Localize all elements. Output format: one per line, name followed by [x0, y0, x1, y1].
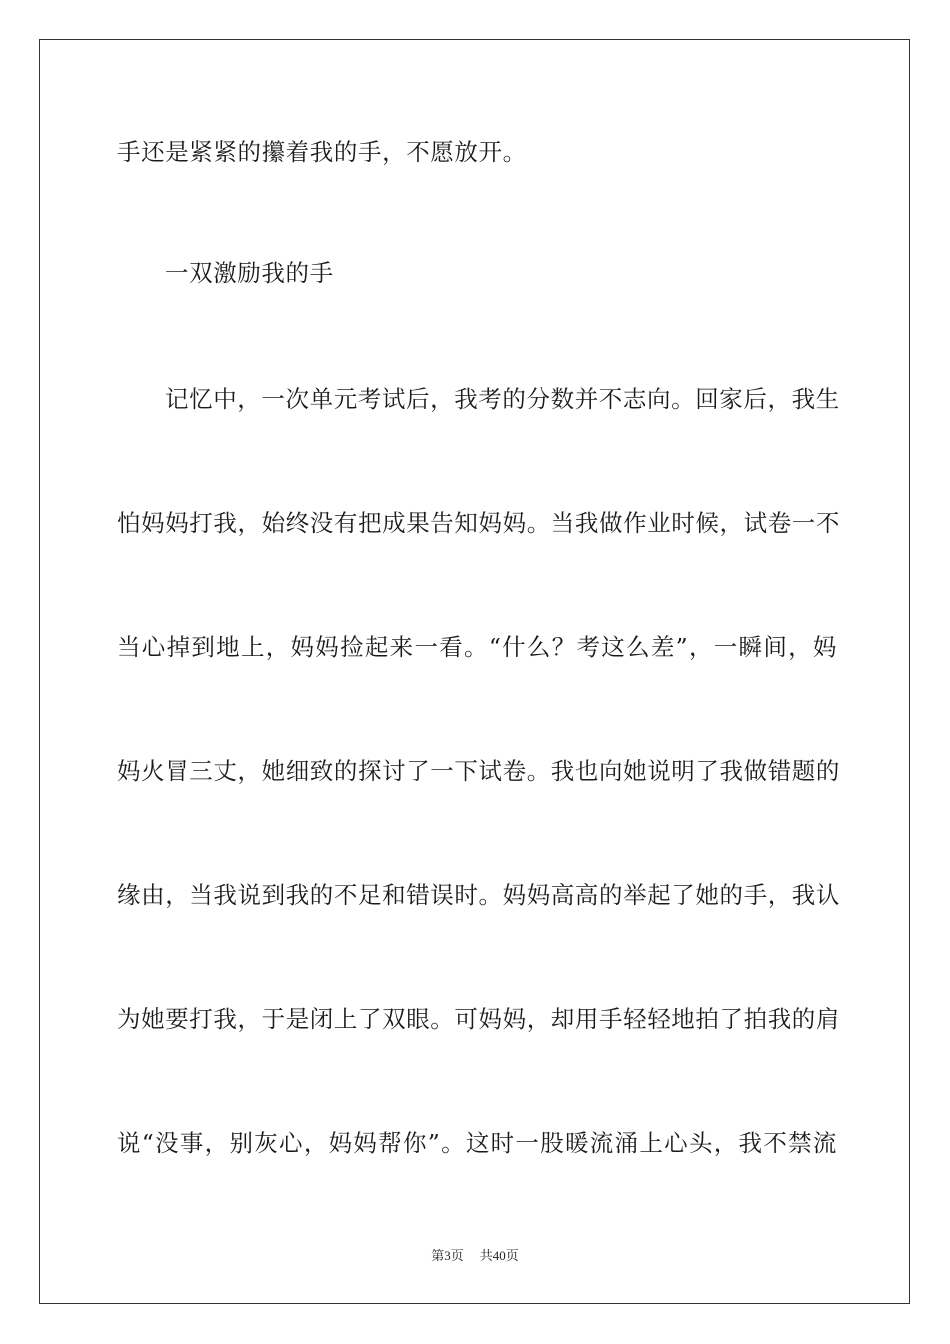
- page-footer: [0, 1248, 950, 1264]
- paragraph-line: 妈火冒三丈，她细致的探讨了一下试卷。我也向她说明了我做错题的: [117, 757, 840, 785]
- paragraph-line: 当心掉到地上，妈妈捡起来一看。“什么？考这么差”，一瞬间，妈: [117, 633, 837, 661]
- paragraph-line: 说“没事，别灰心，妈妈帮你”。这时一股暖流涌上心头，我不禁流: [117, 1129, 837, 1157]
- paragraph-line: 缘由，当我说到我的不足和错误时。妈妈高高的举起了她的手，我认: [117, 881, 840, 909]
- paragraph-line: 记忆中，一次单元考试后，我考的分数并不志向。回家后，我生: [165, 385, 840, 413]
- text-line-continuation: 手还是紧紧的攥着我的手，不愿放开。: [117, 138, 527, 166]
- paragraph-line: 为她要打我，于是闭上了双眼。可妈妈，却用手轻轻地拍了拍我的肩: [117, 1005, 840, 1033]
- page-border: [39, 39, 910, 1304]
- section-heading: 一双激励我的手: [165, 259, 334, 287]
- page-number: 第3页: [431, 1248, 464, 1263]
- paragraph-line: 怕妈妈打我，始终没有把成果告知妈妈。当我做作业时候，试卷一不: [117, 509, 840, 537]
- page-total: 共40页: [479, 1248, 519, 1263]
